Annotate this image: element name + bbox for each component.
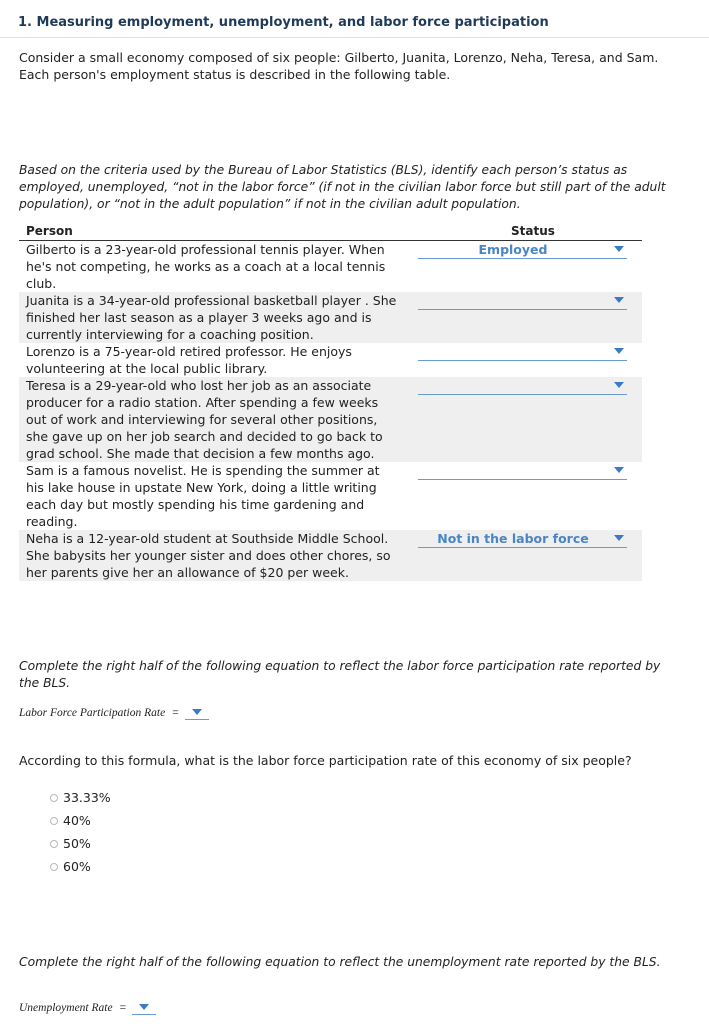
person-description: Gilberto is a 23-year-old professional tennis player. When he's not competing, he works as a coach at a local tennis club. <box>26 242 386 291</box>
intro-paragraph: Consider a small economy composed of six people: Gilberto, Juanita, Lorenzo, Neha, Teresa, and Sam. Each person's employment status is described in the following table. <box>19 50 659 82</box>
lfpr-formula-dropdown[interactable] <box>185 706 209 720</box>
equals-sign: = <box>119 1002 127 1014</box>
person-description: Neha is a 12-year-old student at Southside Middle School. She babysits her younger sister and does other chores, so her parents give her an allowance of $20 per week. <box>26 531 391 580</box>
status-dropdown-gilberto[interactable] <box>418 242 627 259</box>
status-dropdown-teresa[interactable] <box>418 378 627 395</box>
option-label: 33.33% <box>63 790 111 805</box>
chevron-down-icon <box>614 348 624 354</box>
option-33-33[interactable] <box>50 786 111 809</box>
status-dropdown-neha[interactable] <box>418 531 627 548</box>
person-description: Sam is a famous novelist. He is spending the summer at his lake house in upstate New York, doing a little writing each day but mostly spending his time gardening and reading. <box>26 463 380 529</box>
chevron-down-icon <box>614 297 624 303</box>
lfpr-formula-label: Labor Force Participation Rate <box>19 707 166 719</box>
status-dropdown-juanita[interactable] <box>418 293 627 310</box>
radio-button[interactable] <box>50 817 58 825</box>
option-50[interactable] <box>50 832 111 855</box>
chevron-down-icon <box>139 1004 149 1010</box>
lfpr-prompt: Complete the right half of the following equation to reflect the labor force participation rate reported by the BLS. <box>19 659 661 690</box>
ur-formula <box>19 1001 156 1015</box>
instructions-paragraph: Based on the criteria used by the Bureau of Labor Statistics (BLS), identify each person’s status as employed, unemployed, “not in the labor force” (if not in the civilian labor force but still part of the adult population), or “not in the adult population” if not in the civilian adult population. <box>19 163 666 211</box>
title-divider <box>0 37 709 38</box>
option-label: 60% <box>63 859 91 874</box>
chevron-down-icon <box>192 709 202 715</box>
lfpr-formula <box>19 706 209 720</box>
table-row-sam <box>19 462 642 530</box>
option-40[interactable] <box>50 809 111 832</box>
lfpr-options <box>50 786 111 878</box>
radio-button[interactable] <box>50 794 58 802</box>
status-selected-value: Not in the labor force <box>437 531 589 546</box>
table-row-neha <box>19 530 642 581</box>
person-description: Juanita is a 34-year-old professional basketball player . She finished her last season as a player 3 weeks ago and is currently interviewing for a coaching position. <box>26 293 397 342</box>
table-row-lorenzo <box>19 343 642 377</box>
table-row-gilberto <box>19 241 642 292</box>
table-header <box>19 224 642 241</box>
chevron-down-icon <box>614 467 624 473</box>
question-title: 1. Measuring employment, unemployment, and labor force participation <box>18 15 549 30</box>
option-label: 50% <box>63 836 91 851</box>
status-table <box>19 224 642 581</box>
ur-prompt: Complete the right half of the following equation to reflect the unemployment rate reported by the BLS. <box>19 955 661 969</box>
person-description: Teresa is a 29-year-old who lost her job as an associate producer for a radio station. After spending a few weeks out of work and interviewing for several other positions, she gave up on her job search and decided to go back to grad school. She made that decision a few months ago. <box>26 378 383 461</box>
chevron-down-icon <box>614 535 624 541</box>
status-dropdown-lorenzo[interactable] <box>418 344 627 361</box>
status-selected-value: Employed <box>478 242 548 257</box>
option-label: 40% <box>63 813 91 828</box>
ur-formula-label: Unemployment Rate <box>19 1002 113 1014</box>
lfpr-question: According to this formula, what is the labor force participation rate of this economy of six people? <box>19 753 632 768</box>
chevron-down-icon <box>614 382 624 388</box>
radio-button[interactable] <box>50 840 58 848</box>
chevron-down-icon <box>614 246 624 252</box>
person-description: Lorenzo is a 75-year-old retired professor. He enjoys volunteering at the local public library. <box>26 344 352 376</box>
person-header: Person <box>26 224 73 238</box>
table-row-juanita <box>19 292 642 343</box>
option-60[interactable] <box>50 855 111 878</box>
status-dropdown-sam[interactable] <box>418 463 627 480</box>
status-header: Status <box>511 224 555 238</box>
table-row-teresa <box>19 377 642 462</box>
equals-sign: = <box>172 707 179 719</box>
radio-button[interactable] <box>50 863 58 871</box>
ur-formula-dropdown[interactable] <box>132 1001 156 1015</box>
